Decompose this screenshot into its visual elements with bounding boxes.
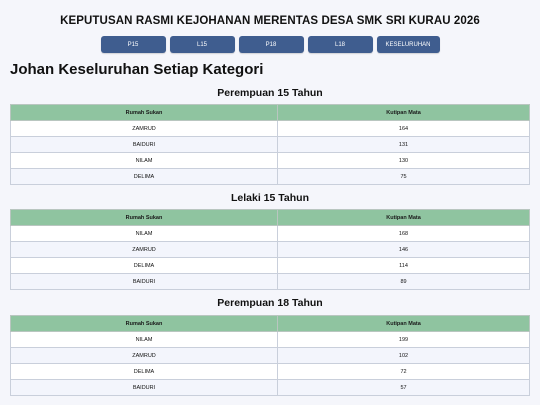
points-cell: 168 bbox=[278, 226, 530, 242]
nav-button-l15[interactable]: L15 bbox=[170, 36, 235, 53]
table-row bbox=[11, 242, 530, 258]
points-cell: 199 bbox=[278, 332, 530, 348]
table-row bbox=[11, 380, 530, 396]
points-cell: 57 bbox=[278, 380, 530, 396]
column-header-house: Rumah Sukan bbox=[11, 105, 278, 121]
table-row bbox=[11, 258, 530, 274]
column-header-house: Rumah Sukan bbox=[11, 316, 278, 332]
table-row bbox=[11, 121, 530, 137]
column-header-points: Kutipan Mata bbox=[278, 316, 530, 332]
points-cell: 164 bbox=[278, 121, 530, 137]
house-cell: DELIMA bbox=[11, 169, 278, 185]
house-cell: ZAMRUD bbox=[11, 348, 278, 364]
points-cell: 72 bbox=[278, 364, 530, 380]
table-header-row bbox=[11, 316, 530, 332]
points-cell: 114 bbox=[278, 258, 530, 274]
table-row bbox=[11, 274, 530, 290]
category-title-p18: Perempuan 18 Tahun bbox=[217, 297, 323, 309]
column-header-points: Kutipan Mata bbox=[278, 210, 530, 226]
house-cell: ZAMRUD bbox=[11, 121, 278, 137]
table-header-row bbox=[11, 105, 530, 121]
nav-button-p15[interactable]: P15 bbox=[101, 36, 166, 53]
nav-button-p18[interactable]: P18 bbox=[239, 36, 304, 53]
table-row bbox=[11, 137, 530, 153]
table-row bbox=[11, 332, 530, 348]
points-cell: 89 bbox=[278, 274, 530, 290]
category-title-l15: Lelaki 15 Tahun bbox=[231, 192, 309, 204]
table-row bbox=[11, 153, 530, 169]
table-row bbox=[11, 169, 530, 185]
house-cell: NILAM bbox=[11, 226, 278, 242]
results-table-p15 bbox=[10, 104, 530, 185]
page-title: KEPUTUSAN RASMI KEJOHANAN MERENTAS DESA SMK SRI KURAU 2026 bbox=[60, 15, 480, 27]
points-cell: 102 bbox=[278, 348, 530, 364]
house-cell: ZAMRUD bbox=[11, 242, 278, 258]
points-cell: 130 bbox=[278, 153, 530, 169]
results-table-p18 bbox=[10, 315, 530, 396]
points-cell: 146 bbox=[278, 242, 530, 258]
section-heading: Johan Keseluruhan Setiap Kategori bbox=[10, 61, 264, 78]
results-table-l15 bbox=[10, 209, 530, 290]
category-nav bbox=[0, 36, 540, 53]
column-header-points: Kutipan Mata bbox=[278, 105, 530, 121]
table-row bbox=[11, 348, 530, 364]
nav-button-l18[interactable]: L18 bbox=[308, 36, 373, 53]
house-cell: BAIDURI bbox=[11, 137, 278, 153]
points-cell: 75 bbox=[278, 169, 530, 185]
house-cell: NILAM bbox=[11, 332, 278, 348]
house-cell: BAIDURI bbox=[11, 274, 278, 290]
category-title-p15: Perempuan 15 Tahun bbox=[217, 87, 323, 99]
column-header-house: Rumah Sukan bbox=[11, 210, 278, 226]
house-cell: DELIMA bbox=[11, 364, 278, 380]
house-cell: NILAM bbox=[11, 153, 278, 169]
table-header-row bbox=[11, 210, 530, 226]
points-cell: 131 bbox=[278, 137, 530, 153]
table-row bbox=[11, 364, 530, 380]
nav-button-keseluruhan[interactable]: KESELURUHAN bbox=[377, 36, 440, 53]
house-cell: DELIMA bbox=[11, 258, 278, 274]
table-row bbox=[11, 226, 530, 242]
house-cell: BAIDURI bbox=[11, 380, 278, 396]
